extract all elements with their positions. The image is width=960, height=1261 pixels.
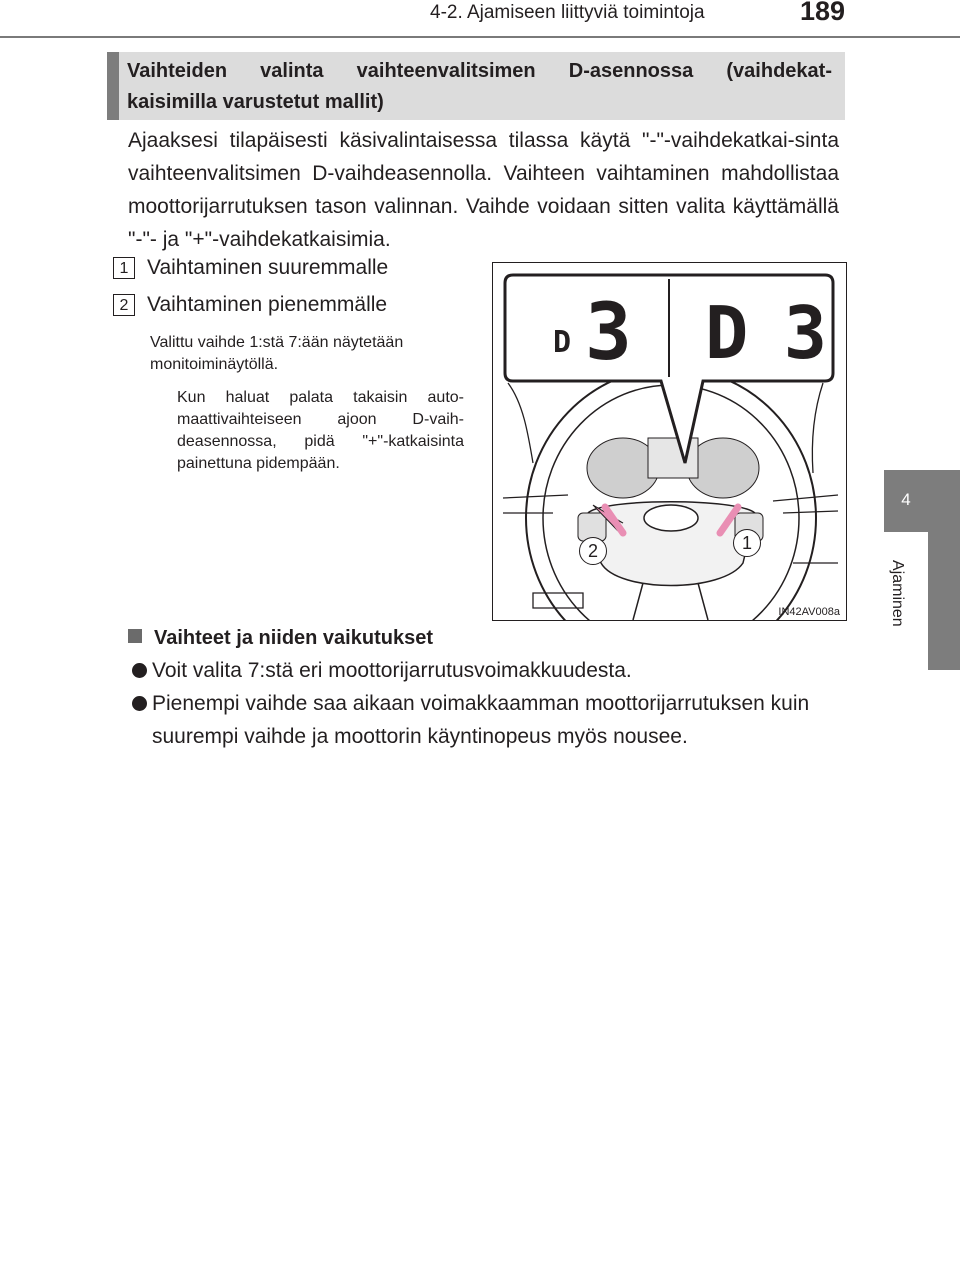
item-label: Vaihtaminen suuremmalle (147, 256, 389, 279)
page-number: 189 (800, 0, 846, 26)
intro-paragraph: Ajaaksesi tilapäisesti käsivalintaisessa tilassa käytä "-"-vaihdekatkai-sinta vaihteenvalitsimen D-vaihdeasennolla. Vaihteen vaihtaminen mahdollistaa moottorijarrutuksen tason valinnan. Vaihde voidaan sitten valita käyttämällä "-"- ja "+"-vaihdekatkaisimia. (128, 129, 839, 251)
figure-code: IN42AV008a (778, 606, 840, 618)
callout-2: 2 (579, 537, 607, 565)
chapter-label: Ajaminen (889, 560, 906, 627)
list-item (113, 256, 388, 280)
subsection-heading (128, 627, 433, 650)
display-gear-large: 3 (585, 288, 632, 378)
subsection-heading-text: Vaihteet ja niiden vaikutukset (154, 627, 433, 649)
item-label: Vaihtaminen pienemmälle (147, 293, 388, 316)
chapter-tab-edge (928, 532, 960, 670)
running-header: 4-2. Ajamiseen liittyviä toimintoja (430, 2, 705, 23)
note-text: Valittu vaihde 1:stä 7:ään näytetään monitoiminäytöllä. (150, 334, 404, 373)
bullet-dot-icon (132, 696, 147, 711)
header-rule (0, 36, 960, 38)
bullet-dot-icon (132, 663, 147, 678)
bullet-item (152, 687, 842, 753)
section-title-line-2: kaisimilla varustetut mallit) (127, 91, 384, 113)
square-bullet-icon (128, 629, 142, 643)
figure-steering-wheel (492, 262, 847, 621)
list-item (113, 293, 387, 317)
bullet-text: Voit valita 7:stä eri moottorijarrutusvoimakkuudesta. (152, 659, 632, 682)
item-number-badge: 2 (113, 294, 135, 316)
sub-note-text: Kun haluat palata takaisin auto-maattivaihteiseen ajoon D-vaih-deasennossa, pidä "+"-katkaisinta painettuna pidempään. (177, 389, 464, 472)
chapter-number: 4 (901, 490, 911, 509)
section-title-bar (107, 52, 119, 120)
callout-1: 1 (733, 529, 761, 557)
bullet-item (152, 654, 842, 687)
bullet-text: Pienempi vaihde saa aikaan voimakkaamman moottorijarrutuksen kuin suurempi vaihde ja moottorin käyntinopeus myös nousee. (152, 692, 810, 748)
section-title-line-1: Vaihteiden valinta vaihteenvalitsimen D-asennossa (vaihdekat- (127, 60, 832, 82)
display-gear-small: D (553, 325, 572, 360)
item-number-badge: 1 (113, 257, 135, 279)
section-title (127, 56, 832, 118)
display-gear-meter: D 3 (705, 291, 824, 375)
